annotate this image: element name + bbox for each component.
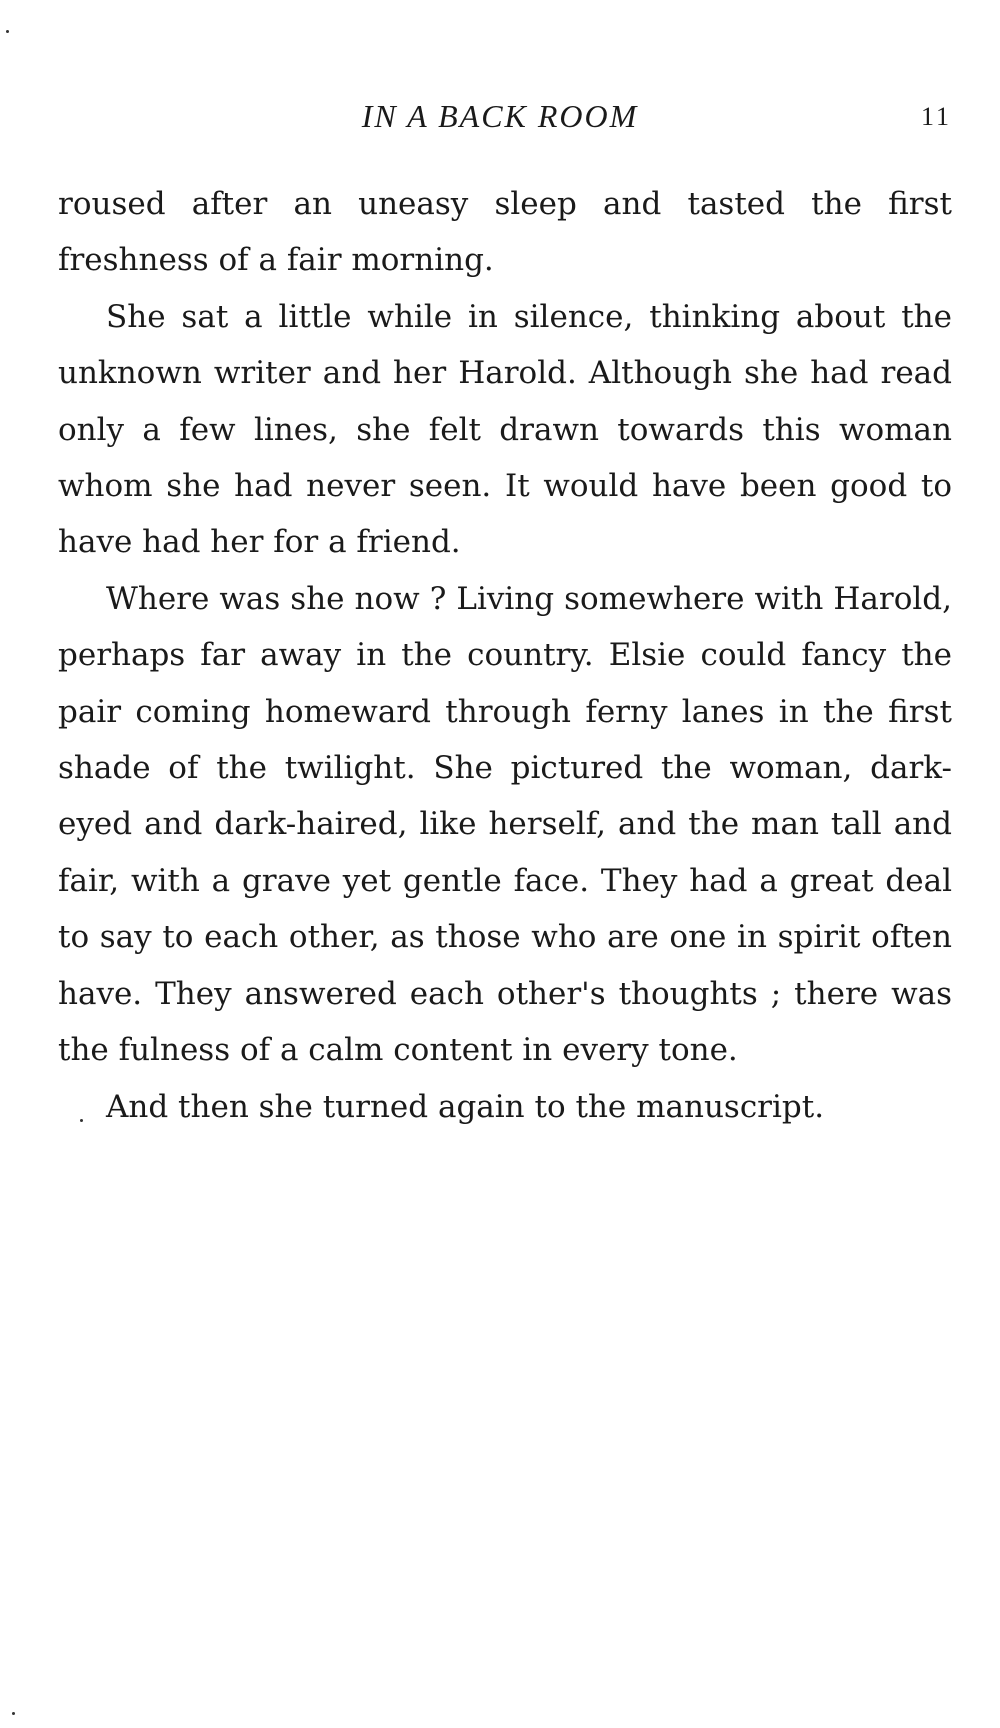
paragraph-2: She sat a little while in silence, thinking about the unknown writer and her Harold. Although she had read only a few lines, she felt drawn towards this woman whom she had never seen. It would have been good to have had her for a friend. [58,298,952,561]
page-number: 11 [920,102,952,131]
running-title: IN A BACK ROOM [361,98,639,134]
paper-speck [12,1712,15,1715]
paper-speck [6,30,9,33]
paper-speck [80,1119,83,1122]
paragraph-4: And then she turned again to the manuscript. [106,1088,825,1125]
paragraph-1: roused after an uneasy sleep and tasted the first freshness of a fair morning. [58,186,952,279]
body-text [58,176,952,1135]
paragraph-3: Where was she now ? Living somewhere with Harold, perhaps far away in the country. Elsie could fancy the pair coming homeward through ferny lanes in the first shade of the twilight. She pictured the woman, dark-eyed and dark-haired, like herself, and the man tall and fair, with a grave yet gentle face. They had a great deal to say to each other, as those who are one in spirit often have. They answered each other's thoughts ; there was the fulness of a calm content in every tone. [58,580,952,1069]
running-header [0,96,1000,136]
